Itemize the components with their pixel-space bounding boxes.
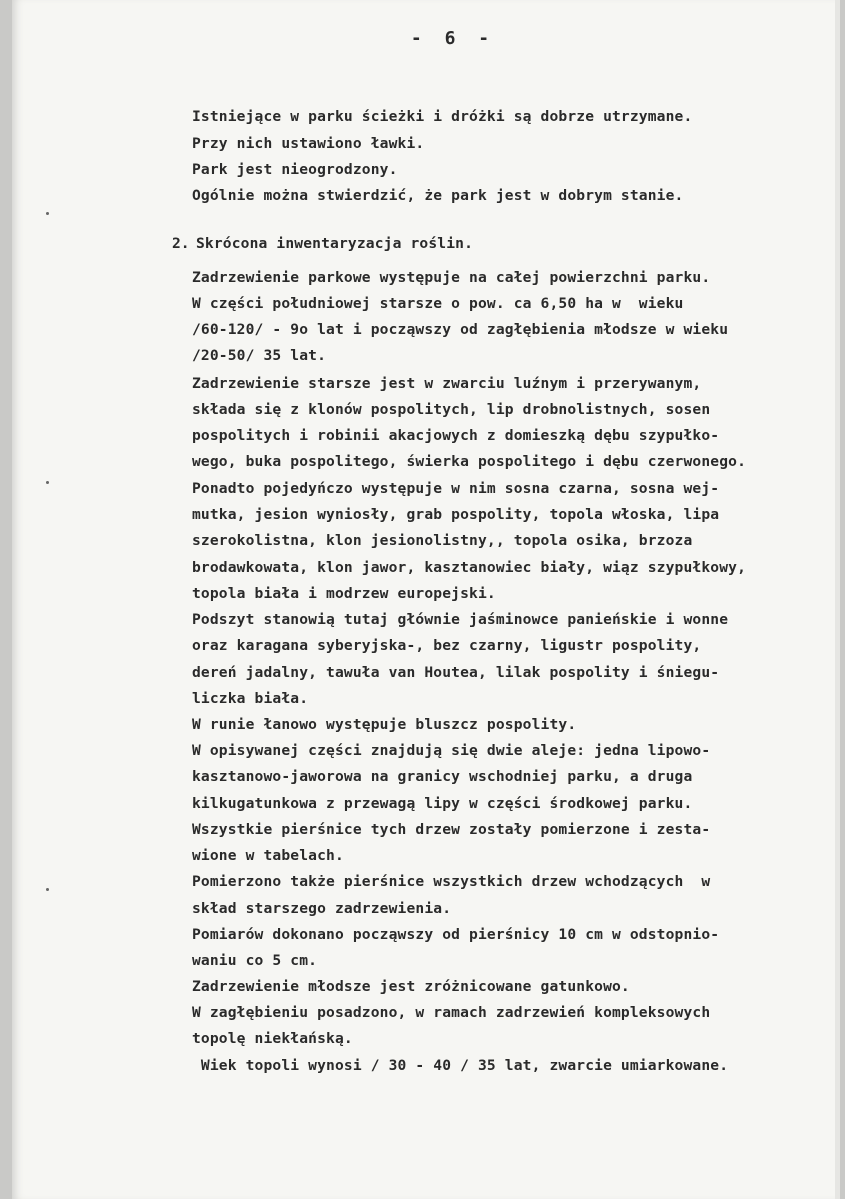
- text-line: Wszystkie pierśnice tych drzew zostały pomierzone i zesta-: [192, 821, 711, 838]
- document-page: [12, 0, 840, 1199]
- text-line: Pomierzono także pierśnice wszystkich drzew wchodzących w: [192, 873, 711, 890]
- intro-line: Park jest nieogrodzony.: [192, 161, 398, 178]
- margin-mark: [46, 888, 49, 891]
- section-number: 2.: [172, 235, 190, 252]
- text-line: wione w tabelach.: [192, 847, 344, 864]
- text-line: waniu co 5 cm.: [192, 952, 318, 969]
- intro-line: Ogólnie można stwierdzić, że park jest w dobrym stanie.: [192, 187, 684, 204]
- text-line: szerokolistna, klon jesionolistny,, topola osika, brzoza: [192, 532, 693, 549]
- text-line: Zadrzewienie młodsze jest zróżnicowane gatunkowo.: [192, 978, 630, 995]
- margin-mark: [46, 481, 49, 484]
- text-line: /60-120/ - 9o lat i począwszy od zagłębienia młodsze w wieku: [192, 321, 729, 338]
- text-line: W zagłębieniu posadzono, w ramach zadrzewień kompleksowych: [192, 1004, 711, 1021]
- text-line: W opisywanej części znajdują się dwie aleje: jedna lipowo-: [192, 742, 711, 759]
- text-line: kilkugatunkowa z przewagą lipy w części środkowej parku.: [192, 795, 693, 812]
- intro-line: Istniejące w parku ścieżki i dróżki są dobrze utrzymane.: [192, 108, 693, 125]
- text-line: W runie łanowo występuje bluszcz pospolity.: [192, 716, 577, 733]
- text-line: dereń jadalny, tawuła van Houtea, lilak pospolity i śniegu-: [192, 664, 720, 681]
- text-line: kasztanowo-jaworowa na granicy wschodniej parku, a druga: [192, 768, 693, 785]
- text-line: Ponadto pojedyńczo występuje w nim sosna czarna, sosna wej-: [192, 480, 720, 497]
- text-line: skład starszego zadrzewienia.: [192, 900, 452, 917]
- section-title: Skrócona inwentaryzacja roślin.: [196, 235, 474, 252]
- text-line: topolę niekłańską.: [192, 1030, 353, 1047]
- intro-line: Przy nich ustawiono ławki.: [192, 135, 425, 152]
- text-line: Pomiarów dokonano począwszy od pierśnicy 10 cm w odstopnio-: [192, 926, 720, 943]
- text-line: mutka, jesion wyniosły, grab pospolity, topola włoska, lipa: [192, 506, 720, 523]
- text-line: Wiek topoli wynosi / 30 - 40 / 35 lat, zwarcie umiarkowane.: [192, 1057, 729, 1074]
- text-line: składa się z klonów pospolitych, lip drobnolistnych, sosen: [192, 401, 711, 418]
- page-edge: [835, 0, 840, 1199]
- margin-mark: [46, 212, 49, 215]
- text-line: wego, buka pospolitego, świerka pospolitego i dębu czerwonego.: [192, 453, 747, 470]
- text-line: Podszyt stanowią tutaj głównie jaśminowce panieńskie i wonne: [192, 611, 729, 628]
- text-line: oraz karagana syberyjska-, bez czarny, ligustr pospolity,: [192, 637, 702, 654]
- text-line: pospolitych i robinii akacjowych z domieszką dębu szypułko-: [192, 427, 720, 444]
- text-line: /20-50/ 35 lat.: [192, 347, 327, 364]
- text-line: liczka biała.: [192, 690, 309, 707]
- text-line: topola biała i modrzew europejski.: [192, 585, 496, 602]
- text-line: W części południowej starsze o pow. ca 6,50 ha w wieku: [192, 295, 684, 312]
- text-line: Zadrzewienie parkowe występuje na całej powierzchni parku.: [192, 269, 711, 286]
- text-line: Zadrzewienie starsze jest w zwarciu luźnym i przerywanym,: [192, 375, 702, 392]
- text-line: brodawkowata, klon jawor, kasztanowiec biały, wiąz szypułkowy,: [192, 559, 747, 576]
- page-number: - 6 -: [410, 28, 496, 49]
